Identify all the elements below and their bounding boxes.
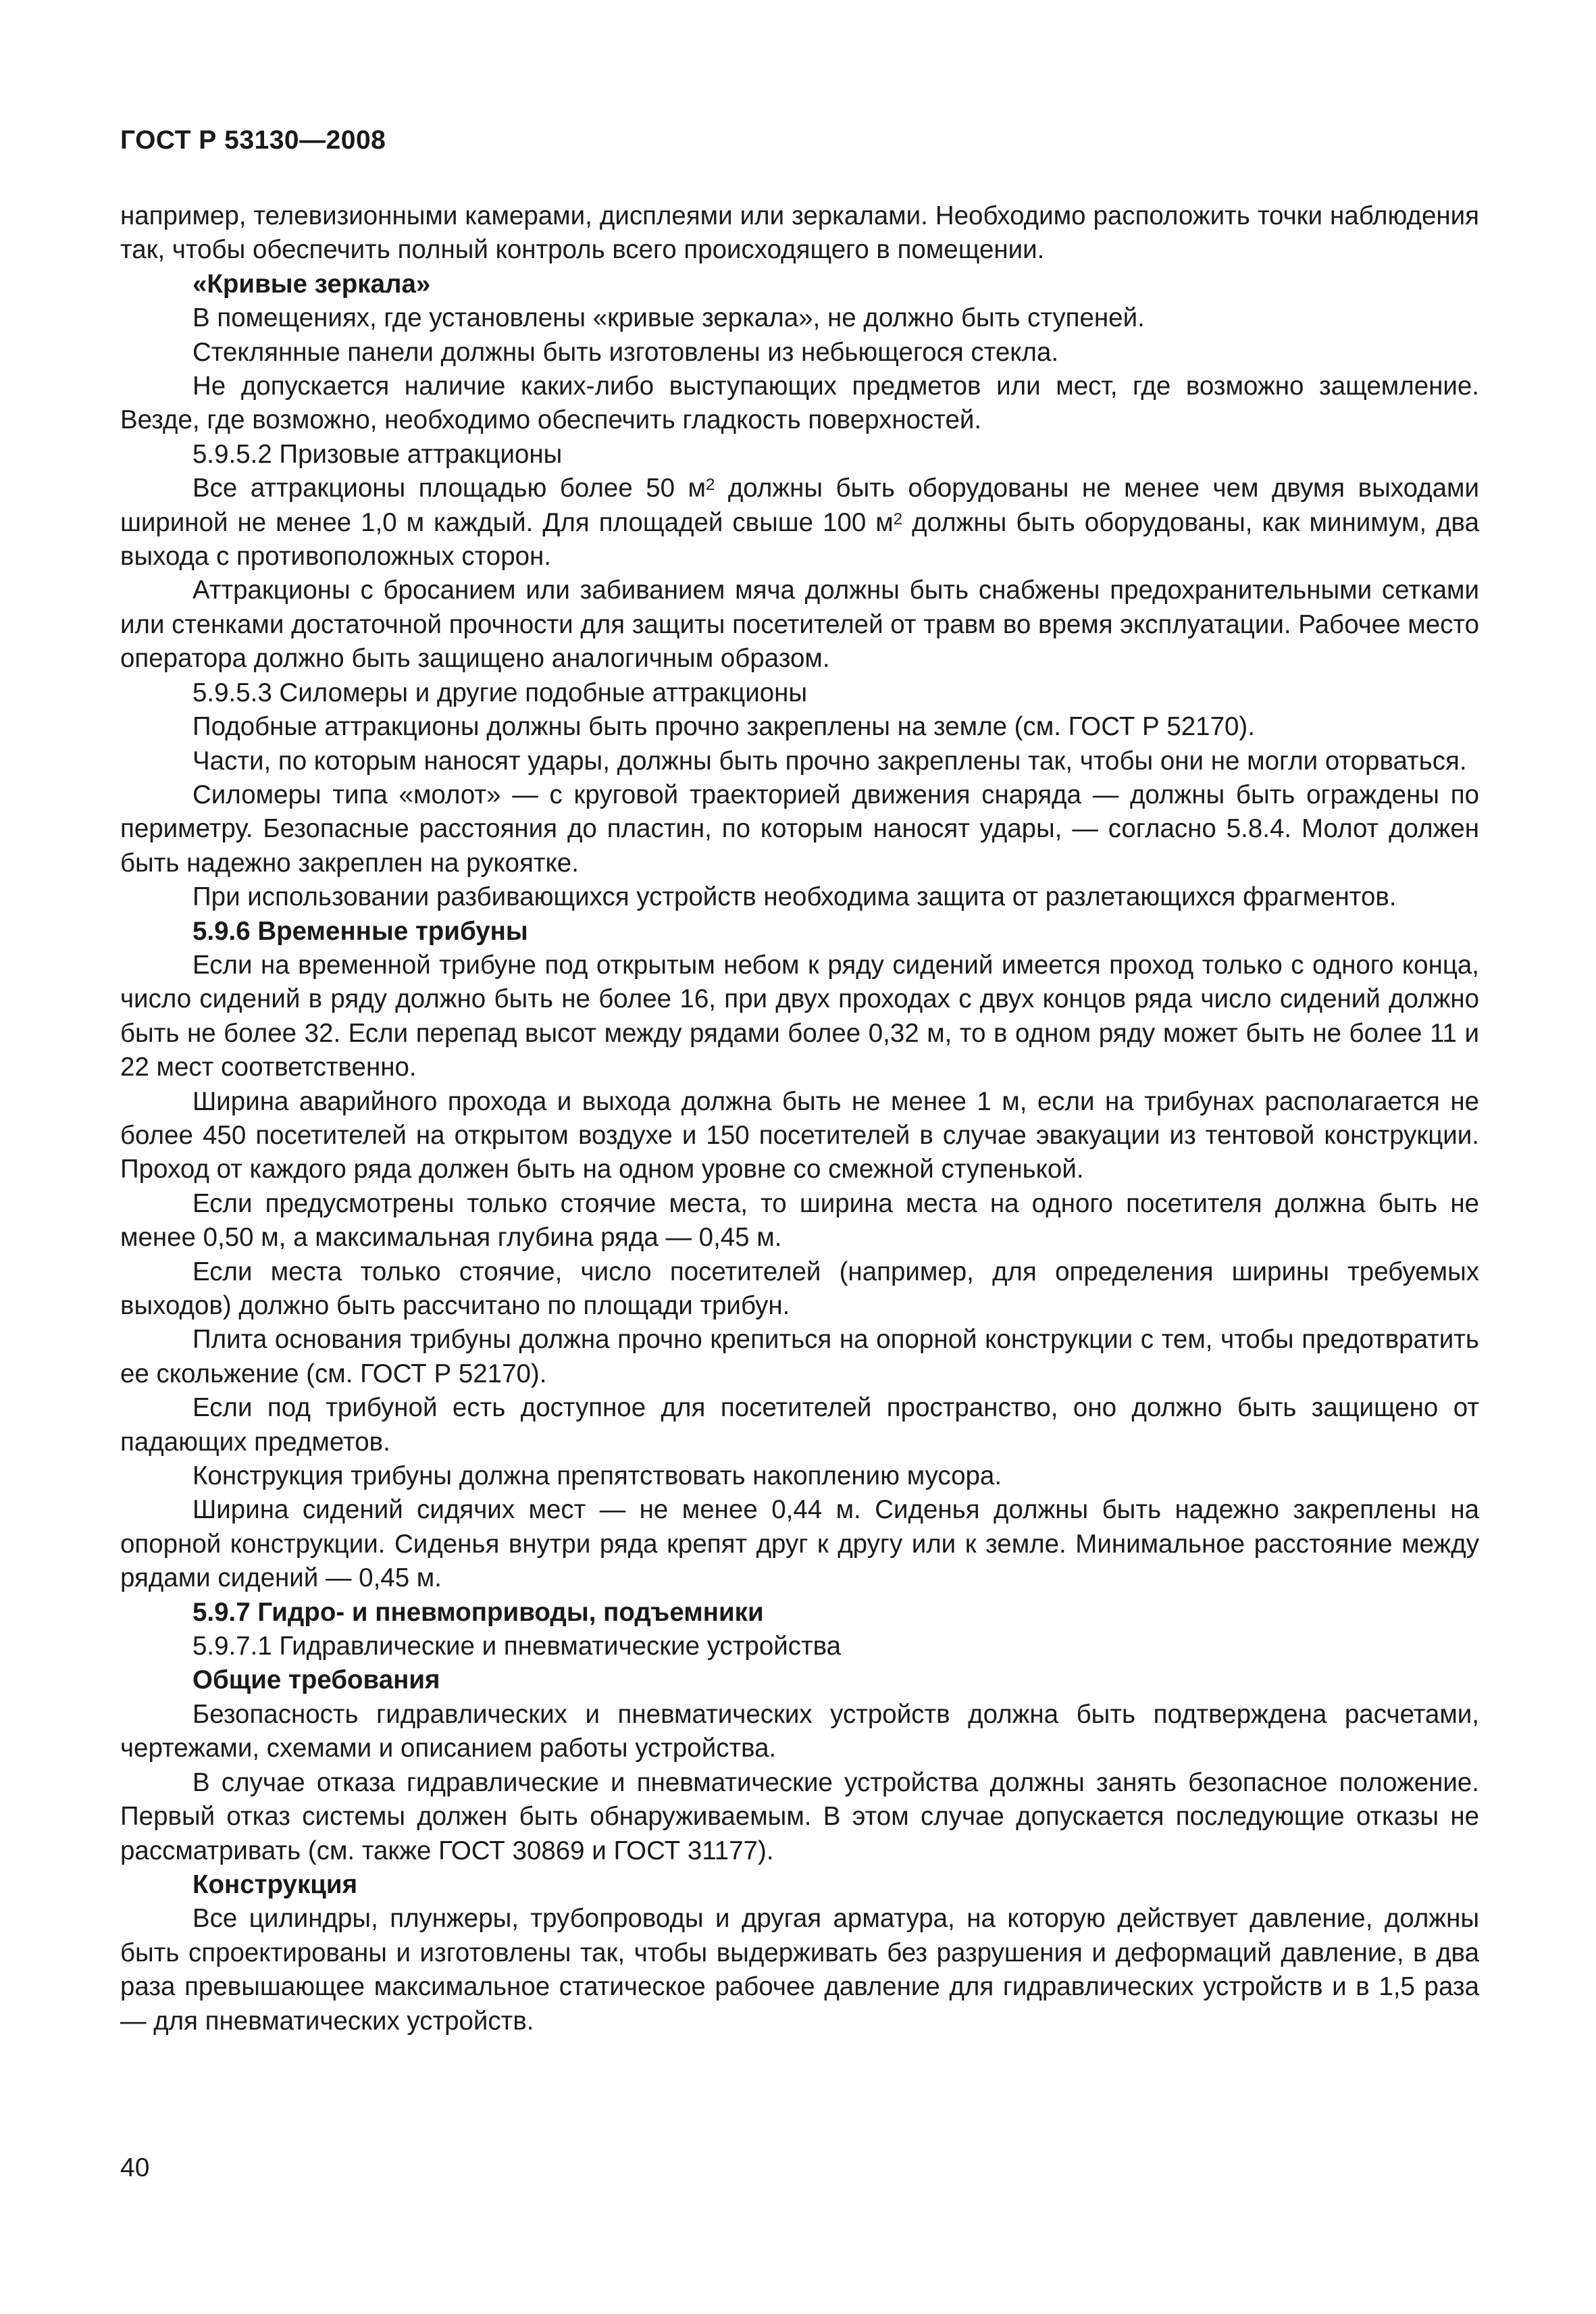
paragraph: Не допускается наличие каких-либо выступающих предметов или мест, где возможно защемление. Везде, где возможно, необходимо обеспечить гладкость поверхностей.: [120, 372, 1479, 435]
paragraph: Стеклянные панели должны быть изготовлены из небьющегося стекла.: [192, 337, 1059, 367]
text-run: должны быть оборудованы не менее чем двумя выходами шириной не менее 1,0 м каждый. Для площадей свыше 100 м: [120, 474, 1479, 537]
paragraph: Части, по которым наносят удары, должны быть прочно закреплены так, чтобы они не могли оторваться.: [192, 746, 1467, 776]
clause-heading-5-9-7-1: 5.9.7.1 Гидравлические и пневматические устройства: [192, 1632, 842, 1661]
paragraph: Конструкция трибуны должна препятствовать накоплению мусора.: [192, 1461, 1002, 1491]
subheading-general-requirements: Общие требования: [192, 1665, 440, 1695]
paragraph: Если на временной трибуне под открытым небом к ряду сидений имеется проход только с одного конца, число сидений в ряду должно быть не более 16, при двух проходах с двух концов ряда число сидений должно быть не более 32. Если перепад высот между рядами более 0,32 м, то в одном ряду может быть не более 11 и 22 мест соответственно.: [120, 950, 1479, 1082]
paragraph-area-exits: [120, 472, 1479, 574]
superscript: 2: [893, 509, 903, 528]
paragraph: Если места только стоячие, число посетителей (например, для определения ширины требуемых выходов) должно быть рассчитано по площади трибун.: [120, 1257, 1479, 1320]
text-run: должны быть оборудованы, как минимум, два выхода с противоположных сторон.: [120, 507, 1479, 572]
page-number: 40: [120, 2153, 150, 2182]
paragraph: Аттракционы с бросанием или забиванием мяча должны быть снабжены предохранительными сетками или стенками достаточной прочности для защиты посетителей от травм во время эксплуатации. Рабочее место оператора должно быть защищено аналогичным образом.: [120, 576, 1479, 674]
superscript: 2: [705, 476, 715, 495]
paragraph: В случае отказа гидравлические и пневматические устройства должны занять безопасное положение. Первый отказ системы должен быть обнаруживаемым. В этом случае допускается последующие отказы не рассматривать (см. также ГОСТ 30869 и ГОСТ 31177).: [120, 1767, 1479, 1865]
paragraph: Ширина сидений сидячих мест — не менее 0,44 м. Сиденья должны быть надежно закреплены на опорной конструкции. Сиденья внутри ряда крепят друг к другу или к земле. Минимальное расстояние между рядами сидений — 0,45 м.: [120, 1495, 1479, 1593]
paragraph: В помещениях, где установлены «кривые зеркала», не должно быть ступеней.: [192, 303, 1145, 333]
paragraph: Все цилиндры, плунжеры, трубопроводы и другая арматура, на которую действует давление, должны быть спроектированы и изготовлены так, чтобы выдерживать без разрушения и деформаций давление, в два раза превышающее максимальное статическое рабочее давление для гидравлических устройств и в 1,5 раза — для пневматических устройств.: [120, 1904, 1479, 2036]
paragraph: Если под трибуной есть доступное для посетителей пространство, оно должно быть защищено от падающих предметов.: [120, 1393, 1479, 1457]
paragraph: Силомеры типа «молот» — с круговой траекторией движения снаряда — должны быть ограждены по периметру. Безопасные расстояния до пластин, по которым наносят удары, — согласно 5.8.4. Молот должен быть надежно закреплен на рукоятке.: [120, 780, 1479, 878]
paragraph: Ширина аварийного прохода и выхода должна быть не менее 1 м, если на трибунах располагается не более 450 посетителей на открытом воздухе и 150 посетителей в случае эвакуации из тентовой конструкции. Проход от каждого ряда должен быть на одном уровне со смежной ступенькой.: [120, 1086, 1479, 1184]
clause-heading-5-9-5-3: 5.9.5.3 Силомеры и другие подобные аттракционы: [192, 678, 808, 707]
subheading-construction: Конструкция: [192, 1869, 358, 1899]
paragraph: При использовании разбивающихся устройств необходима защита от разлетающихся фрагментов.: [192, 882, 1397, 912]
document-body: [120, 199, 1479, 2038]
paragraph: например, телевизионными камерами, дисплеями или зеркалами. Необходимо расположить точки наблюдения так, чтобы обеспечить полный контроль всего происходящего в помещении.: [120, 201, 1479, 265]
paragraph: Подобные аттракционы должны быть прочно закреплены на земле (см. ГОСТ Р 52170).: [192, 712, 1255, 742]
text-run: Все аттракционы площадью более 50 м: [192, 474, 706, 503]
section-heading-5-9-7: 5.9.7 Гидро- и пневмоприводы, подъемники: [192, 1597, 764, 1627]
clause-heading-5-9-5-2: 5.9.5.2 Призовые аттракционы: [192, 439, 563, 469]
document-header: ГОСТ Р 53130—2008: [120, 126, 386, 155]
section-heading-5-9-6: 5.9.6 Временные трибуны: [192, 916, 528, 946]
paragraph: Безопасность гидравлических и пневматических устройств должна быть подтверждена расчетами, чертежами, схемами и описанием работы устройства.: [120, 1699, 1479, 1763]
paragraph: Если предусмотрены только стоячие места, то ширина места на одного посетителя должна быть не менее 0,50 м, а максимальная глубина ряда — 0,45 м.: [120, 1188, 1479, 1253]
subheading-crooked-mirrors: «Кривые зеркала»: [192, 269, 431, 299]
paragraph: Плита основания трибуны должна прочно крепиться на опорной конструкции с тем, чтобы предотвратить ее скольжение (см. ГОСТ Р 52170).: [120, 1325, 1479, 1388]
